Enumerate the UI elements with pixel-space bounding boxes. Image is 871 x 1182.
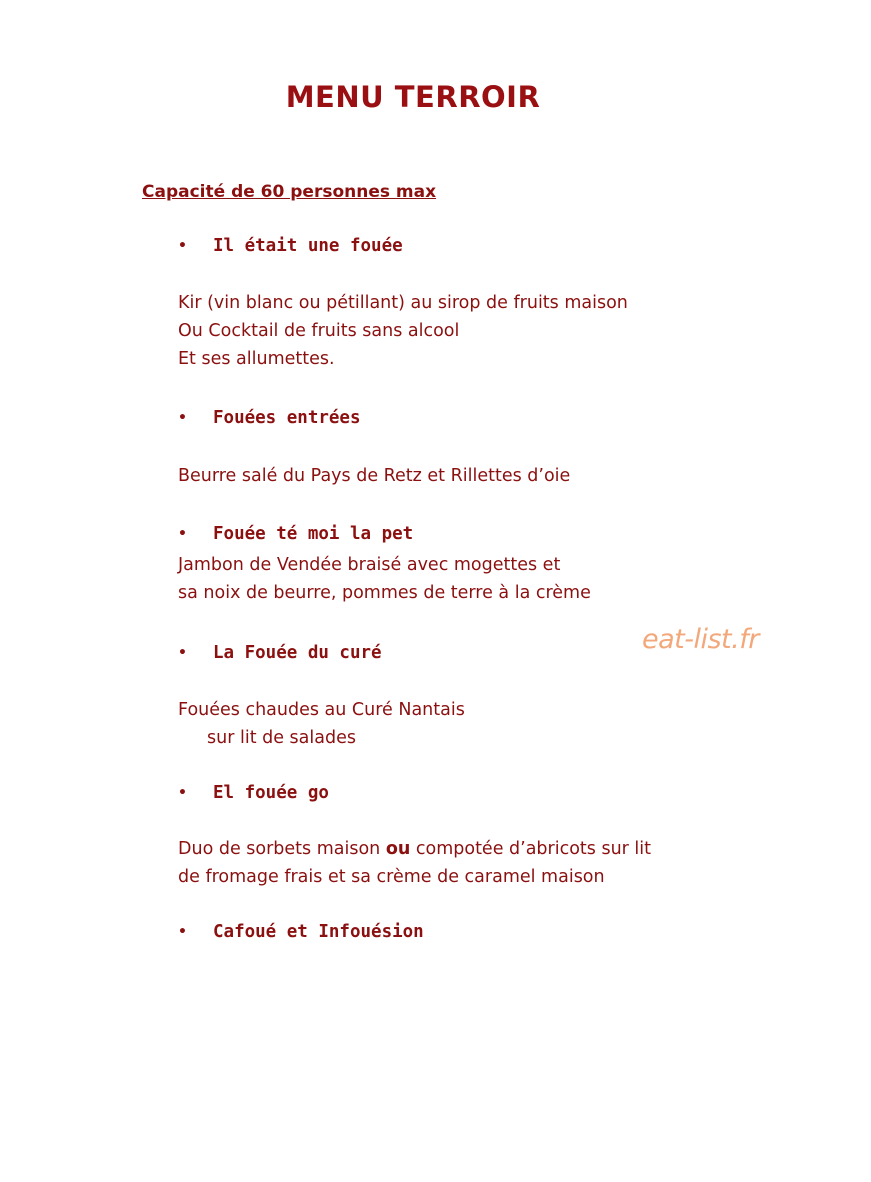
description-line: Et ses allumettes. [178, 349, 335, 369]
description-line: Beurre salé du Pays de Retz et Rillettes d’oie [178, 466, 571, 486]
bullet-icon: • [178, 526, 187, 542]
bullet-icon: • [178, 785, 187, 801]
section-heading-label: Fouée té moi la pet [213, 524, 414, 544]
section-heading-label: La Fouée du curé [213, 643, 382, 663]
section-heading [178, 922, 424, 942]
section-description [178, 462, 570, 490]
menu-title: MENU TERROIR [285, 80, 541, 114]
description-line: Ou Cocktail de fruits sans alcool [178, 321, 460, 341]
description-line: Jambon de Vendée braisé avec mogettes et [178, 555, 561, 575]
bullet-icon: • [178, 924, 187, 940]
description-line: sur lit de salades [207, 728, 356, 748]
section-heading-label: Il était une fouée [213, 236, 403, 256]
description-line: sa noix de beurre, pommes de terre à la crème [178, 583, 591, 603]
description-line [178, 835, 651, 863]
section-heading [178, 408, 361, 428]
description-line: de fromage frais et sa crème de caramel maison [178, 867, 605, 887]
section-heading-label: Cafoué et Infouésion [213, 922, 424, 942]
description-text: Duo de sorbets maison [178, 839, 386, 859]
capacity-note: Capacité de 60 personnes max [142, 182, 437, 202]
bullet-icon: • [178, 645, 187, 661]
description-line: Fouées chaudes au Curé Nantais [178, 700, 465, 720]
section-heading [178, 783, 329, 803]
section-description [178, 551, 591, 607]
section-heading [178, 236, 403, 256]
section-description [178, 696, 465, 752]
description-emphasis: ou [385, 839, 411, 859]
bullet-icon: • [178, 238, 187, 254]
section-description [178, 835, 651, 891]
description-text: compotée d’abricots sur lit [410, 839, 652, 859]
watermark: eat-list.fr [642, 624, 759, 655]
section-description [178, 289, 628, 373]
section-heading [178, 524, 413, 544]
bullet-icon: • [178, 410, 187, 426]
section-heading [178, 643, 382, 663]
description-line: Kir (vin blanc ou pétillant) au sirop de fruits maison [178, 293, 628, 313]
section-heading-label: El fouée go [213, 783, 329, 803]
section-heading-label: Fouées entrées [213, 408, 361, 428]
